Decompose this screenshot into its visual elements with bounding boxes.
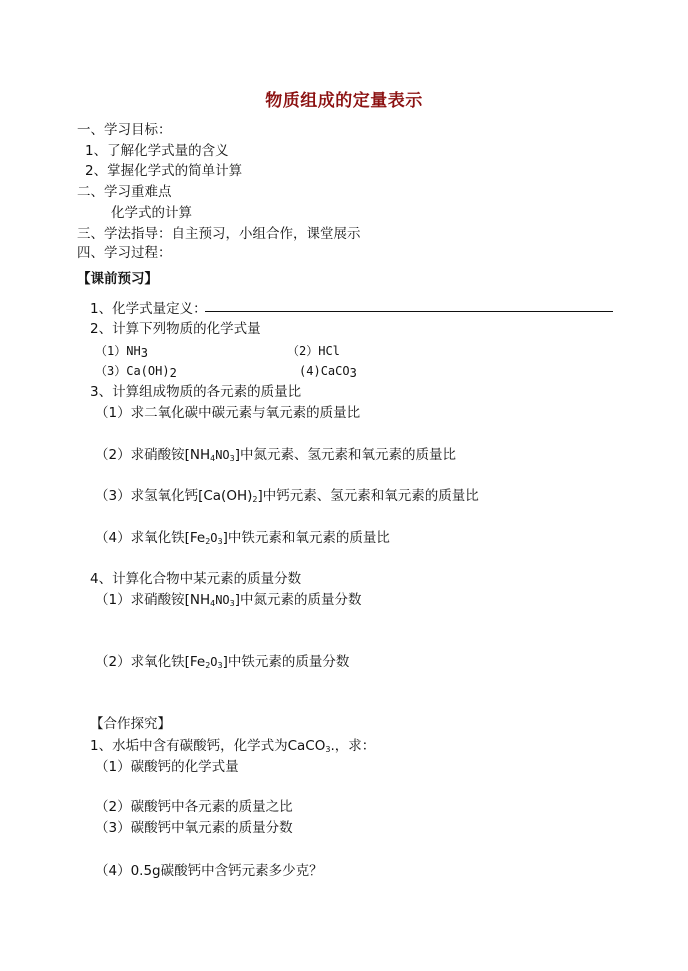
formula-item-1: $(1)NH_3$ [95,344,148,360]
question-4-2: （2）求氧化铁$[Fe_2O_3]$中铁元素的质量分数 [95,654,350,670]
cooperate-item-2: （2）碳酸钙中各元素的质量之比 [95,799,293,815]
question-3-3: （3）求氢氧化钙$[Ca(OH)_2]$中钙元素、氢元素和氧元素的质量比 [95,488,479,504]
cooperate-heading: 【合作探究】 [90,716,171,732]
answer-blank[interactable] [205,311,613,312]
question-3-2: （2）求硝酸铵$[NH_4NO_3]$中氮元素、氢元素和氧元素的质量比 [95,447,457,463]
question-3-1: （1）求二氧化碳中碳元素与氧元素的质量比 [95,405,361,421]
process-heading: 四、学习过程： [77,245,172,261]
question-4-1: （1）求硝酸铵$[NH_4NO_3]$中氮元素的质量分数 [95,592,362,608]
goal-item-2: 2、掌握化学式的简单计算 [85,163,243,179]
question-3: 3、计算组成物质的各元素的质量比 [90,384,302,400]
question-2: 2、计算下列物质的化学式量 [90,321,261,337]
preview-heading: 【课前预习】 [77,271,158,287]
goal-item-1: 1、了解化学式量的含义 [85,143,229,159]
page-title: 物质组成的定量表示 [265,91,423,111]
goals-heading: 一、学习目标： [77,122,172,138]
difficulty-heading: 二、学习重难点 [77,184,172,200]
difficulty-item: 化学式的计算 [111,205,192,221]
cooperate-item-1: （1）碳酸钙的化学式量 [95,759,239,775]
question-1: 1、化学式量定义： [90,301,207,317]
question-4: 4、计算化合物中某元素的质量分数 [90,571,302,587]
cooperate-question-1: 1、水垢中含有碳酸钙，化学式为CaCO$_3$.，求： [90,738,376,754]
cooperate-item-4: （4）0.5g碳酸钙中含钙元素多少克？ [95,863,323,879]
question-3-4: （4）求氧化铁$[Fe_2O_3]$中铁元素和氧元素的质量比 [95,530,390,546]
formula-item-2: （2）HCl [287,344,340,358]
method-line: 三、学法指导：自主预习，小组合作，课堂展示 [77,226,361,242]
formula-item-4: (4)CaCO$_3$ [299,364,357,380]
formula-item-3: $(3)Ca(OH)_2$ [95,364,177,380]
cooperate-item-3: （3）碳酸钙中氧元素的质量分数 [95,820,293,836]
